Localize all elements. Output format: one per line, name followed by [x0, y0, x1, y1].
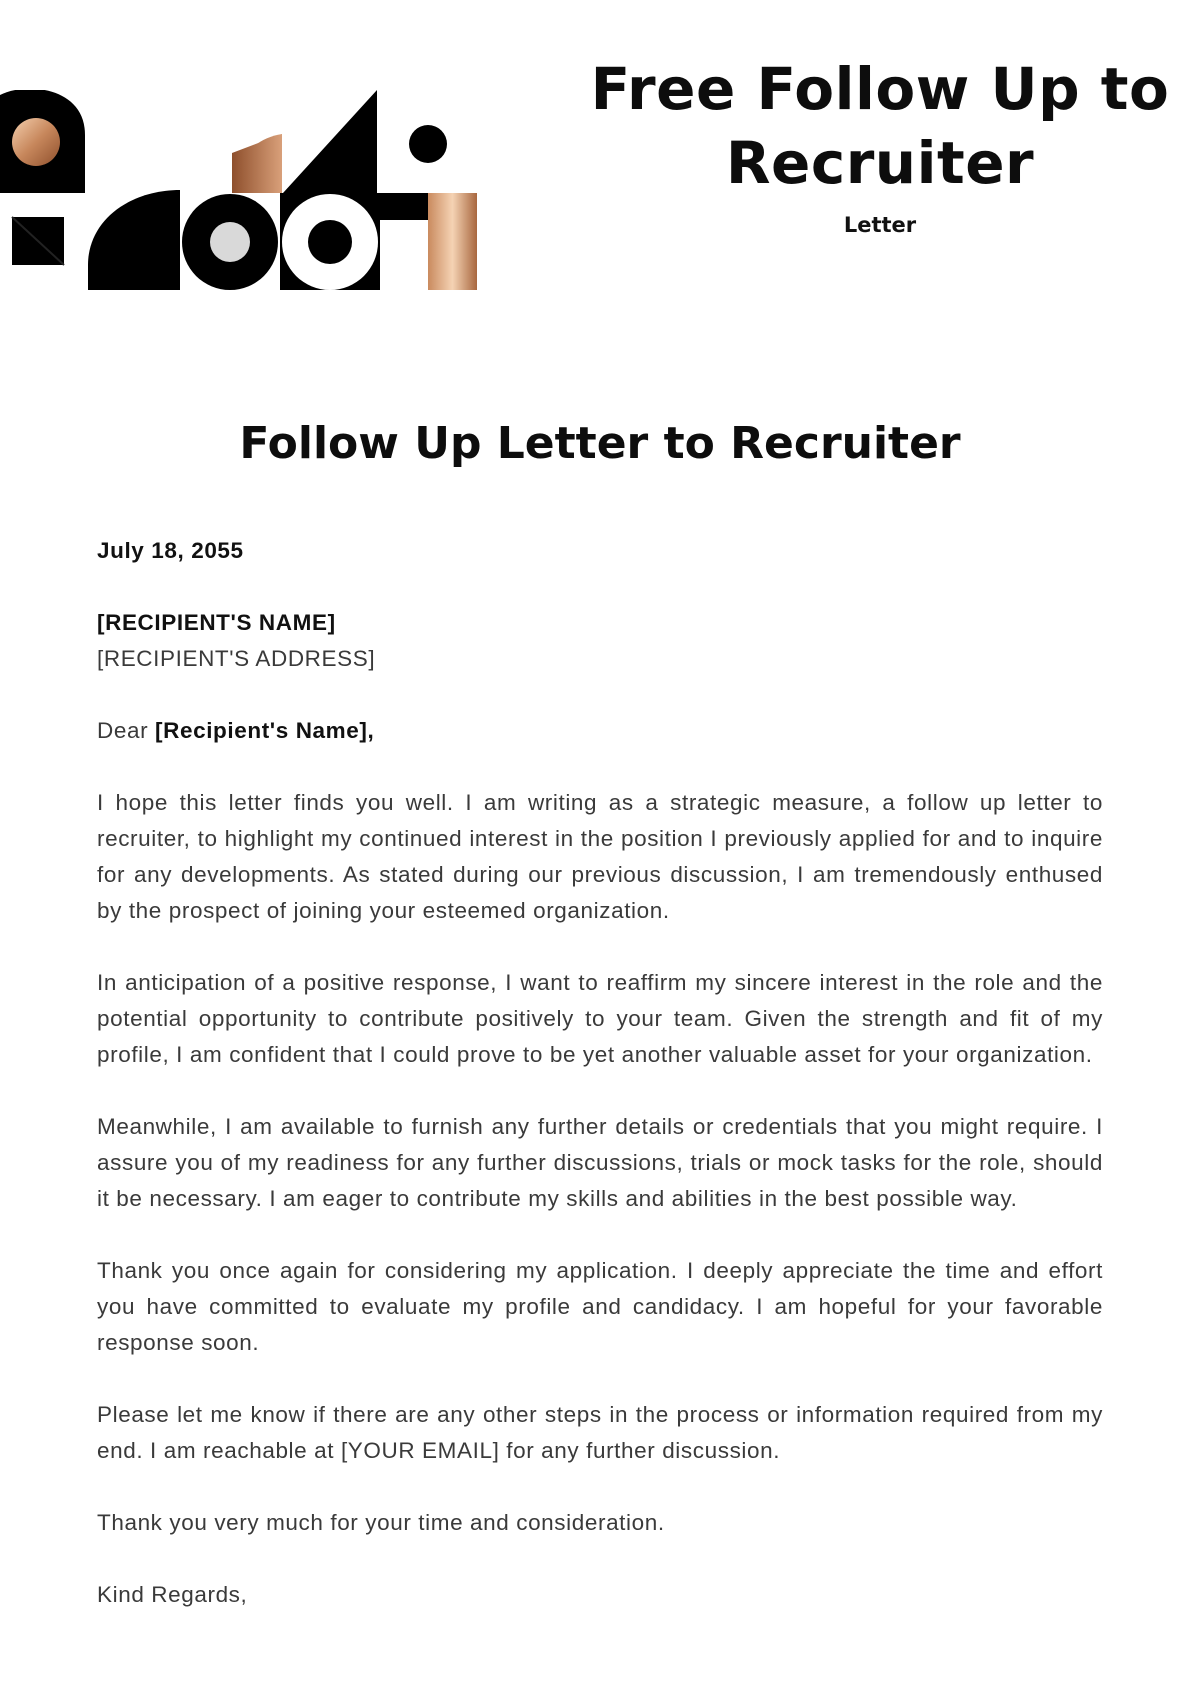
body-paragraph: Please let me know if there are any other steps in the process or information required from my end. I am reachable at [YOUR EMAIL] for any further discussion.	[97, 1402, 1103, 1463]
gray-inner-circle	[210, 222, 250, 262]
bronze-bar	[428, 193, 477, 290]
document-title: Free Follow Up to Recruiter	[590, 55, 1170, 197]
bronze-circle	[12, 118, 60, 166]
body-paragraph: I hope this letter finds you well. I am writing as a strategic measure, a follow up letter to recruiter, to highlight my continued interest in the position I previously applied for and to inquire for any developments. As stated during our previous discussion, I am tremendously enthused by the prospect of joining your esteemed organization.	[97, 790, 1103, 923]
body-paragraph: Meanwhile, I am available to furnish any further details or credentials that you might require. I assure you of my readiness for any further discussions, trials or mock tasks for the role, should it be necessary. I am eager to contribute my skills and abilities in the best possible way.	[97, 1114, 1103, 1211]
recipient-name: [RECIPIENT'S NAME]	[97, 610, 336, 635]
letter-heading: Follow Up Letter to Recruiter	[239, 418, 961, 469]
geometric-logo	[0, 90, 480, 300]
letter-date: July 18, 2055	[97, 538, 244, 563]
black-triangle	[283, 90, 377, 193]
black-step	[380, 193, 428, 220]
body-paragraph: Thank you once again for considering my application. I deeply appreciate the time and effort you have committed to evaluate my profile and candidacy. I am hopeful for your favorable response soon.	[97, 1258, 1103, 1355]
salutation-name: [Recipient's Name],	[155, 718, 375, 743]
body-paragraph: Thank you very much for your time and consideration.	[97, 1510, 665, 1535]
salutation-prefix: Dear	[97, 718, 156, 743]
document-subtitle: Letter	[843, 213, 917, 237]
recipient-address: [RECIPIENT'S ADDRESS]	[97, 646, 376, 671]
bronze-quarter-curve	[232, 134, 282, 193]
document-header	[560, 52, 1200, 240]
black-inner-circle	[308, 220, 352, 264]
closing: Kind Regards,	[97, 1582, 248, 1607]
black-quarter-shape	[88, 190, 180, 290]
black-dot	[409, 125, 447, 163]
letter-body	[97, 533, 1103, 1649]
salutation	[97, 713, 1103, 749]
body-paragraph: In anticipation of a positive response, I want to reaffirm my sincere interest in the role and the potential opportunity to contribute positively to your team. Given the strength and fit of my profile, I am confident that I could prove to be yet another valuable asset for your organization.	[97, 970, 1103, 1067]
